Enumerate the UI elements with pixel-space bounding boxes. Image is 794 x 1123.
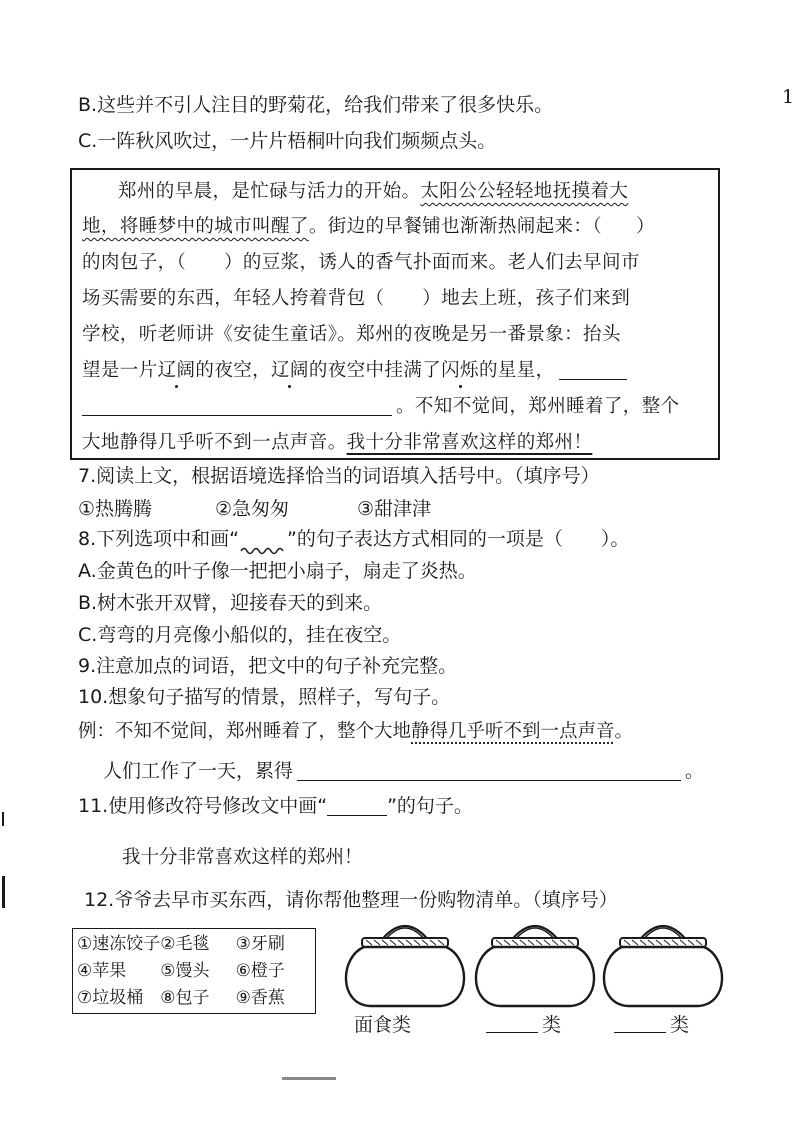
example-text: 。 — [614, 721, 634, 742]
passage-line-1 — [118, 179, 628, 205]
q10-end: 。 — [685, 760, 705, 782]
item-9: ⑨香蕉 — [235, 988, 285, 1008]
underline-sample — [327, 795, 387, 816]
dotted-word: 闪烁 — [441, 360, 479, 381]
q11-sentence: 我十分非常喜欢这样的郑州！ — [122, 847, 363, 868]
q7-option-1: ①热腾腾 — [78, 498, 153, 520]
dotted-word: 辽阔 — [271, 360, 309, 381]
example-text: 例：不知不觉间，郑州睡着了，整个大地 — [78, 721, 412, 742]
passage-text: 。街边的早餐铺也渐渐热闹起来：（ — [308, 216, 602, 237]
passage-text: 的夜空中挂满了 — [308, 360, 442, 381]
q8-option-c: C.弯弯的月亮像小船似的，挂在夜空。 — [78, 624, 402, 646]
basket-icon — [598, 912, 728, 1012]
q7-option-2: ②急匆匆 — [215, 498, 290, 520]
question-12: 12.爷爷去早市买东西，请你帮他整理一份购物清单。（填序号） — [84, 889, 618, 911]
basket-icon — [340, 912, 470, 1012]
item-3: ③牙刷 — [235, 934, 285, 954]
basket-label-2[interactable] — [486, 1010, 561, 1037]
passage-text: 的夜空， — [195, 360, 272, 381]
passage-line-6 — [82, 358, 627, 384]
basket-label-3[interactable] — [614, 1010, 689, 1037]
passage-text: ） — [635, 216, 655, 237]
wavy-sentence: 太阳公公轻轻地抚摸着大 — [420, 181, 629, 202]
wavy-line-sample — [239, 535, 287, 545]
q8-option-b: B.树木张开双臂，迎接春天的到来。 — [78, 592, 383, 614]
passage-line-4: 场买需要的东西，年轻人挎着背包（ ）地去上班，孩子们来到 — [82, 288, 631, 309]
answer-blank[interactable] — [486, 1014, 538, 1033]
question-8 — [78, 526, 629, 552]
answer-blank[interactable] — [297, 760, 681, 781]
example-dotted: 静得几乎听不到一点声音 — [411, 721, 615, 742]
underlined-sentence: 我十分非常喜欢这样的郑州！ — [346, 432, 593, 453]
page-number: 1 — [782, 86, 794, 108]
basket-label-text: 类 — [542, 1014, 562, 1036]
question-11 — [78, 793, 473, 819]
shopping-items-box — [72, 928, 316, 1014]
option-b: B.这些并不引人注目的野菊花，给我们带来了很多快乐。 — [78, 94, 554, 116]
item-7: ⑦垃圾桶 — [77, 988, 144, 1008]
item-5: ⑤馒头 — [160, 961, 210, 981]
scan-mark — [2, 812, 4, 826]
question-9: 9.注意加点的词语，把文中的句子补充完整。 — [78, 655, 458, 677]
passage-text: 郑州的早晨，是忙碌与活力的开始。 — [118, 181, 421, 202]
item-4: ④苹果 — [77, 961, 127, 981]
wavy-sentence: 地，将睡梦中的城市叫醒了 — [82, 216, 309, 237]
answer-blank[interactable] — [82, 395, 392, 416]
passage-line-7 — [82, 394, 680, 420]
q10-example — [78, 719, 633, 745]
basket-label-1: 面食类 — [354, 1014, 412, 1036]
item-8: ⑧包子 — [160, 988, 210, 1008]
q10-prompt — [103, 758, 704, 784]
passage-text: 。不知不觉间，郑州睡着了，整个 — [396, 396, 680, 417]
answer-blank[interactable] — [559, 359, 627, 380]
q10-prompt-text: 人们工作了一天，累得 — [103, 760, 294, 782]
item-6: ⑥橙子 — [235, 961, 285, 981]
q8-text: 8.下列选项中和画“ — [78, 528, 239, 550]
dotted-word: 辽阔 — [157, 360, 196, 381]
reading-passage — [70, 168, 720, 460]
answer-blank[interactable] — [614, 1014, 666, 1033]
passage-line-2 — [82, 214, 655, 240]
item-2: ②毛毯 — [160, 934, 210, 954]
basket-label-text: 类 — [670, 1014, 690, 1036]
q8-text: ”的句子表达方式相同的一项是（ ）。 — [286, 528, 630, 550]
item-1: ①速冻饺子 — [77, 934, 161, 954]
scan-mark — [282, 1077, 336, 1080]
question-10: 10.想象句子描写的情景，照样子，写句子。 — [78, 686, 451, 708]
passage-text: 望是一片 — [82, 360, 158, 381]
passage-text: 的星星， — [478, 360, 555, 381]
question-7: 7.阅读上文，根据语境选择恰当的词语填入括号中。（填序号） — [78, 465, 600, 487]
option-c: C.一阵秋风吹过，一片片梧桐叶向我们频频点头。 — [78, 130, 497, 152]
passage-text: 大地静得几乎听不到一点声音。 — [82, 432, 347, 453]
q7-option-3: ③甜津津 — [357, 498, 432, 520]
passage-line-5: 学校，听老师讲《安徒生童话》。郑州的夜晚是另一番景象：抬头 — [82, 324, 621, 345]
q11-text: 11.使用修改符号修改文中画“ — [78, 795, 328, 817]
passage-line-3: 的肉包子，（ ）的豆浆，诱人的香气扑面而来。老人们去早间市 — [82, 252, 640, 273]
q11-text: ”的句子。 — [387, 795, 473, 817]
passage-line-8 — [82, 430, 592, 456]
q8-option-a: A.金黄色的叶子像一把把小扇子，扇走了炎热。 — [78, 560, 477, 582]
scan-mark — [2, 876, 5, 908]
basket-icon — [470, 912, 600, 1012]
